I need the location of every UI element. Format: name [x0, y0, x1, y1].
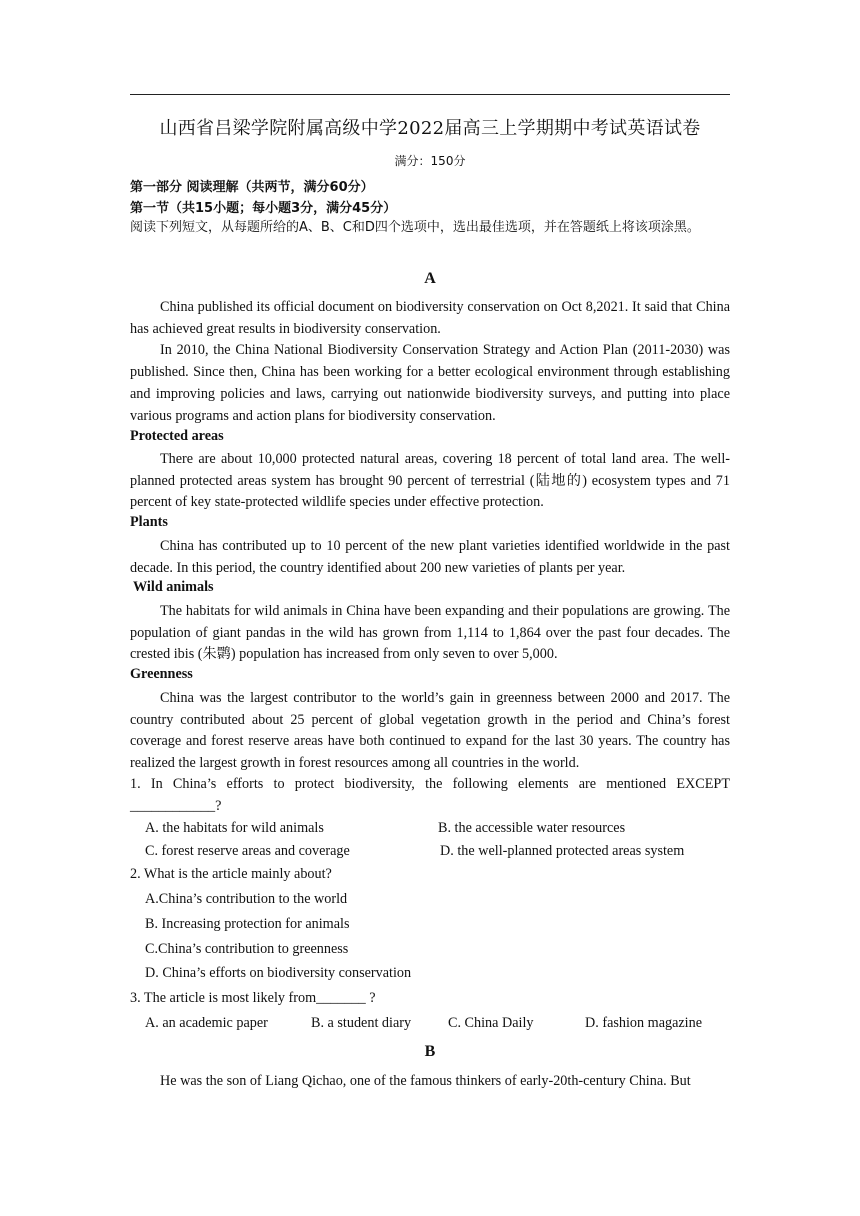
instructions: 阅读下列短文，从每题所给的A、B、C和D四个选项中，选出最佳选项，并在答题纸上将该项涂黑。 — [130, 220, 700, 235]
passage-b-letter: B — [424, 1043, 436, 1060]
q3-option-a: A. an academic paper — [145, 1015, 268, 1031]
paragraph: China has contributed up to 10 percent of the new plant varieties identified worldwide in the past decade. In this period, the country identified about 200 new varieties of plants per year. — [130, 538, 730, 576]
section-title: 第一节（共15小题；每小题3分，满分45分） — [130, 201, 397, 216]
paragraph: China published its official document on biodiversity conservation on Oct 8,2021. It said that China has achieved great results in biodiversity conservation. — [130, 299, 730, 337]
q1-option-a: A. the habitats for wild animals — [145, 820, 324, 836]
passage-a-protected — [130, 449, 730, 514]
question-2-stem: 2. What is the article mainly about? — [130, 866, 332, 882]
question-1-stem: 1. In China’s efforts to protect biodiversity, the following elements are mentioned EXCEPT ____________? — [130, 776, 730, 814]
q1-option-d: D. the well-planned protected areas system — [440, 843, 685, 859]
passage-a-intro — [130, 297, 730, 427]
q2-option-c: C.China’s contribution to greenness — [145, 941, 349, 957]
full-score: 满分：150分 — [394, 154, 466, 168]
heading-plants: Plants — [130, 514, 168, 530]
heading-greenness: Greenness — [130, 666, 193, 682]
paragraph: There are about 10,000 protected natural areas, covering 18 percent of total land area. The well-planned protected areas system has brought 90 percent of terrestrial (陆地的) ecosystem types and 71 percent of key state-protected wildlife species under effective protection. — [130, 451, 730, 511]
passage-b-intro — [130, 1071, 730, 1093]
q1-option-b: B. the accessible water resources — [438, 820, 626, 836]
paragraph: China was the largest contributor to the world’s gain in greenness between 2000 and 2017. The country contributed about 25 percent of global vegetation growth in the period and China’s forest coverage and forest reserve areas have both continued to expand for the last 30 years. The country has realized the largest growth in forest resources among all countries in the world. — [130, 690, 730, 772]
q2-option-b: B. Increasing protection for animals — [145, 916, 350, 932]
paragraph: The habitats for wild animals in China have been expanding and their populations are growing. The population of giant pandas in the wild has grown from 1,114 to 1,864 over the past four decades. The crested ibis (朱鹮) population has increased from only seven to over 5,000. — [130, 603, 730, 663]
exam-title: 山西省吕梁学院附属高级中学2022届高三上学期期中考试英语试卷 — [159, 118, 701, 139]
heading-protected-areas: Protected areas — [130, 428, 224, 444]
q3-option-d: D. fashion magazine — [585, 1015, 703, 1031]
part-title: 第一部分 阅读理解（共两节，满分60分） — [130, 180, 374, 195]
q3-option-c: C. China Daily — [448, 1015, 534, 1031]
paragraph: He was the son of Liang Qichao, one of the famous thinkers of early-20th-century China. But — [160, 1073, 691, 1089]
passage-a-letter: A — [424, 270, 436, 287]
header-rule — [130, 94, 730, 95]
q1-option-c: C. forest reserve areas and coverage — [145, 843, 350, 859]
question-3-stem: 3. The article is most likely from_______ ? — [130, 990, 376, 1006]
passage-a-greenness — [130, 688, 730, 775]
passage-a-plants — [130, 536, 730, 579]
paragraph: In 2010, the China National Biodiversity Conservation Strategy and Action Plan (2011-2030) was published. Since then, China has been working for a better ecological environment through establishing and improving policies and laws, carrying out nationwide biodiversity surveys, and putting into place various programs and action plans for biodiversity conservation. — [130, 342, 730, 424]
passage-a-animals — [130, 601, 730, 666]
q2-option-a: A.China’s contribution to the world — [145, 891, 348, 907]
heading-wild-animals: Wild animals — [133, 579, 214, 595]
q3-option-b: B. a student diary — [311, 1015, 412, 1031]
q2-option-d: D. China’s efforts on biodiversity conservation — [145, 965, 412, 981]
